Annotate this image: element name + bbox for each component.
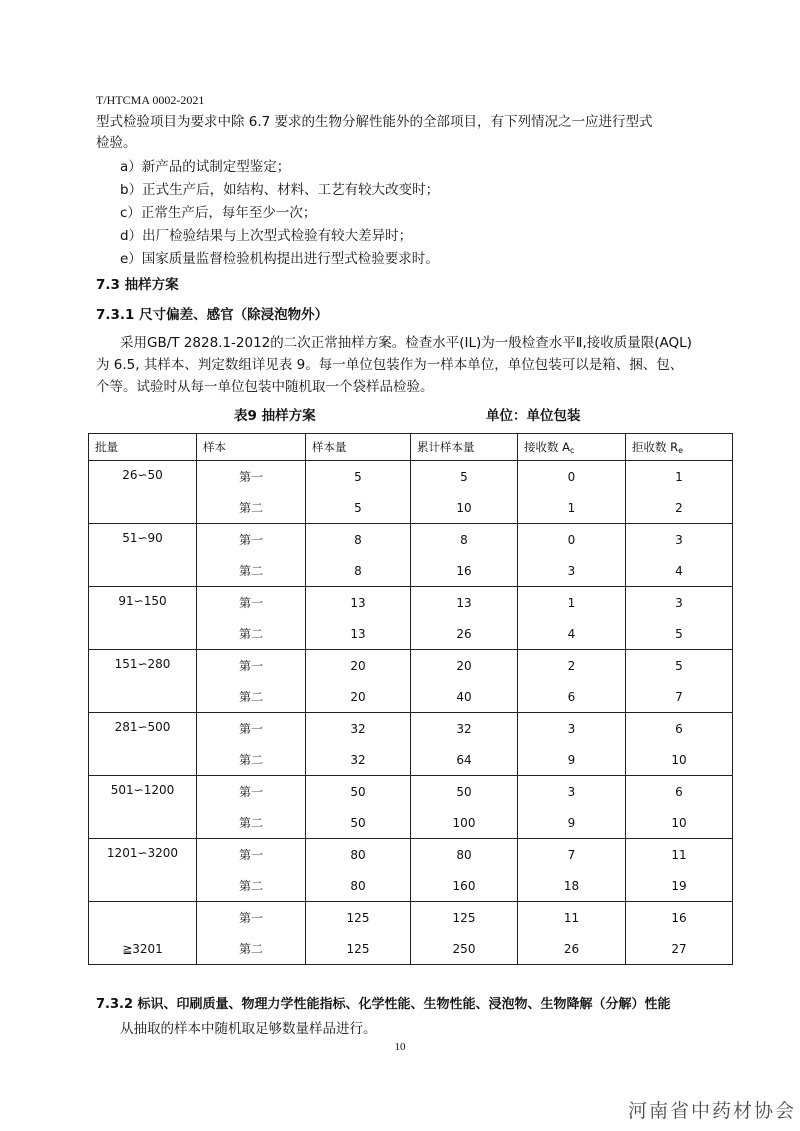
accept-cell: 0 — [518, 524, 626, 556]
cumulative-cell: 10 — [411, 492, 518, 524]
cumulative-cell: 5 — [411, 461, 518, 493]
header-accept-text: 接收数 A — [524, 440, 571, 454]
sample-cell: 第二 — [197, 744, 306, 776]
reject-cell: 6 — [626, 713, 733, 745]
cumulative-cell: 160 — [411, 870, 518, 902]
cumulative-cell: 16 — [411, 555, 518, 587]
list-item: a）新产品的试制定型鉴定； — [120, 159, 291, 175]
batch-cell: 501∽1200 — [89, 776, 197, 839]
sample-cell: 第二 — [197, 807, 306, 839]
accept-cell: 26 — [518, 933, 626, 965]
batch-cell: 281∽500 — [89, 713, 197, 776]
cumulative-cell: 32 — [411, 713, 518, 745]
reject-cell: 19 — [626, 870, 733, 902]
reject-cell: 4 — [626, 555, 733, 587]
size-cell: 125 — [306, 902, 411, 934]
reject-cell: 3 — [626, 587, 733, 619]
size-cell: 125 — [306, 933, 411, 965]
sample-cell: 第一 — [197, 902, 306, 934]
list-item: b）正式生产后，如结构、材料、工艺有较大改变时； — [120, 182, 440, 198]
table-unit: 单位：单位包装 — [486, 408, 581, 424]
batch-cell: 51∽90 — [89, 524, 197, 587]
size-cell: 32 — [306, 744, 411, 776]
cumulative-cell: 100 — [411, 807, 518, 839]
table-row — [89, 902, 733, 934]
para-line-1: 采用GB/T 2828.1-2012的二次正常抽样方案。检查水平(IL)为一般检查水平Ⅱ,接收质量限(AQL) — [120, 335, 692, 351]
size-cell: 32 — [306, 713, 411, 745]
cumulative-cell: 26 — [411, 618, 518, 650]
section-7-3-heading: 7.3 抽样方案 — [96, 277, 179, 293]
reject-cell: 6 — [626, 776, 733, 808]
size-cell: 20 — [306, 650, 411, 682]
reject-cell: 10 — [626, 807, 733, 839]
accept-cell: 3 — [518, 713, 626, 745]
section-7-3-1-heading: 7.3.1 尺寸偏差、感官（除浸泡物外） — [96, 307, 329, 323]
table-header-row — [89, 434, 733, 461]
sampling-table — [88, 433, 733, 965]
size-cell: 50 — [306, 807, 411, 839]
accept-cell: 1 — [518, 587, 626, 619]
accept-cell: 3 — [518, 555, 626, 587]
header-reject-text: 拒收数 R — [632, 440, 679, 454]
table-caption: 表9 抽样方案 — [234, 408, 316, 424]
header-size: 样本量 — [306, 434, 411, 461]
sample-cell: 第一 — [197, 461, 306, 493]
sample-cell: 第一 — [197, 713, 306, 745]
cumulative-cell: 20 — [411, 650, 518, 682]
accept-cell: 0 — [518, 461, 626, 493]
reject-cell: 16 — [626, 902, 733, 934]
cumulative-cell: 250 — [411, 933, 518, 965]
accept-cell: 9 — [518, 744, 626, 776]
size-cell: 5 — [306, 492, 411, 524]
section-7-3-2-para: 从抽取的样本中随机取足够数量样品进行。 — [120, 1021, 377, 1037]
cumulative-cell: 64 — [411, 744, 518, 776]
sample-cell: 第二 — [197, 618, 306, 650]
sample-cell: 第一 — [197, 524, 306, 556]
section-7-3-2-heading: 7.3.2 标识、印刷质量、物理力学性能指标、化学性能、生物性能、浸泡物、生物降解（分解）性能 — [96, 997, 671, 1012]
reject-cell: 10 — [626, 744, 733, 776]
sample-cell: 第二 — [197, 933, 306, 965]
size-cell: 20 — [306, 681, 411, 713]
list-item: c）正常生产后，每年至少一次； — [120, 205, 317, 221]
header-batch: 批量 — [89, 434, 197, 461]
table-row — [89, 461, 733, 493]
accept-cell: 9 — [518, 807, 626, 839]
table-row — [89, 713, 733, 745]
table-row — [89, 524, 733, 556]
accept-cell: 7 — [518, 839, 626, 871]
sample-cell: 第二 — [197, 681, 306, 713]
sample-cell: 第一 — [197, 776, 306, 808]
list-item: d）出厂检验结果与上次型式检验有较大差异时； — [120, 228, 413, 244]
batch-cell: 26∽50 — [89, 461, 197, 524]
header-sample: 样本 — [197, 434, 306, 461]
accept-cell: 6 — [518, 681, 626, 713]
table-row — [89, 587, 733, 619]
cumulative-cell: 8 — [411, 524, 518, 556]
sample-cell: 第一 — [197, 650, 306, 682]
cumulative-cell: 125 — [411, 902, 518, 934]
reject-cell: 7 — [626, 681, 733, 713]
accept-cell: 3 — [518, 776, 626, 808]
size-cell: 8 — [306, 555, 411, 587]
header-accept-sub: c — [570, 446, 575, 455]
size-cell: 13 — [306, 587, 411, 619]
document-code: T/HTCMA 0002-2021 — [96, 93, 205, 107]
intro-line-2: 检验。 — [96, 135, 137, 151]
reject-cell: 27 — [626, 933, 733, 965]
table-row — [89, 776, 733, 808]
header-cumulative: 累计样本量 — [411, 434, 518, 461]
intro-line-1: 型式检验项目为要求中除 6.7 要求的生物分解性能外的全部项目，有下列情况之一应进行型式 — [96, 114, 653, 130]
list-item: e）国家质量监督检验机构提出进行型式检验要求时。 — [120, 251, 439, 267]
accept-cell: 11 — [518, 902, 626, 934]
sample-cell: 第二 — [197, 492, 306, 524]
size-cell: 5 — [306, 461, 411, 493]
reject-cell: 11 — [626, 839, 733, 871]
para-line-3: 个等。试验时从每一单位包装中随机取一个袋样品检验。 — [96, 379, 434, 395]
batch-cell: 91∽150 — [89, 587, 197, 650]
page-number: 10 — [394, 1041, 406, 1053]
size-cell: 13 — [306, 618, 411, 650]
cumulative-cell: 50 — [411, 776, 518, 808]
batch-cell: ≧3201 — [89, 902, 197, 965]
size-cell: 8 — [306, 524, 411, 556]
header-reject — [626, 434, 733, 461]
accept-cell: 4 — [518, 618, 626, 650]
batch-cell: 151∽280 — [89, 650, 197, 713]
sample-cell: 第一 — [197, 587, 306, 619]
size-cell: 80 — [306, 839, 411, 871]
header-reject-sub: e — [678, 446, 684, 455]
batch-cell: 1201∽3200 — [89, 839, 197, 902]
reject-cell: 5 — [626, 650, 733, 682]
reject-cell: 5 — [626, 618, 733, 650]
cumulative-cell: 80 — [411, 839, 518, 871]
sample-cell: 第一 — [197, 839, 306, 871]
table-row — [89, 650, 733, 682]
reject-cell: 3 — [626, 524, 733, 556]
size-cell: 50 — [306, 776, 411, 808]
sample-cell: 第二 — [197, 870, 306, 902]
para-line-2: 为 6.5, 其样本、判定数组详见表 9。每一单位包装作为一样本单位，单位包装可以是箱、捆、包、 — [96, 357, 684, 373]
table-row — [89, 839, 733, 871]
size-cell: 80 — [306, 870, 411, 902]
reject-cell: 1 — [626, 461, 733, 493]
header-accept — [518, 434, 626, 461]
reject-cell: 2 — [626, 492, 733, 524]
accept-cell: 2 — [518, 650, 626, 682]
accept-cell: 18 — [518, 870, 626, 902]
watermark: 河南省中药材协会 — [628, 1100, 797, 1122]
accept-cell: 1 — [518, 492, 626, 524]
sample-cell: 第二 — [197, 555, 306, 587]
cumulative-cell: 40 — [411, 681, 518, 713]
cumulative-cell: 13 — [411, 587, 518, 619]
